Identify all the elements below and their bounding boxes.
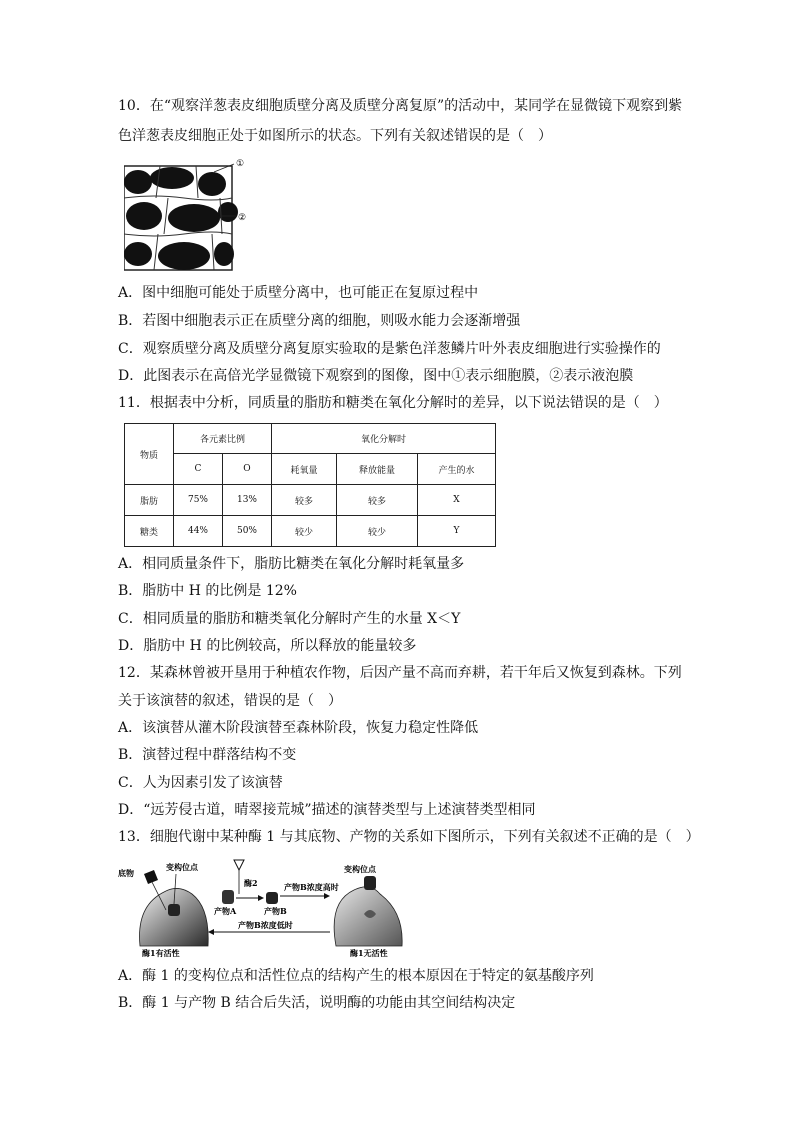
cell-name: 脂肪 xyxy=(125,485,174,516)
th-water: 产生的水 xyxy=(418,454,496,485)
q12-option-a: A．该演替从灌木阶段演替至森林阶段，恢复力稳定性降低 xyxy=(118,720,479,736)
q12-option-b: B．演替过程中群落结构不变 xyxy=(118,747,297,763)
label-enzyme2: 酶2 xyxy=(244,878,258,888)
q12-option-c: C．人为因素引发了该演替 xyxy=(118,775,283,791)
th-elements: 各元素比例 xyxy=(174,424,272,454)
table-row xyxy=(125,485,496,516)
cell-o: 50% xyxy=(223,516,272,547)
cell-water: Y xyxy=(418,516,496,547)
cell-label-1: ① xyxy=(236,159,245,169)
enzyme-feedback-diagram xyxy=(118,854,418,960)
product-b-shape xyxy=(266,892,278,904)
q10-option-c: C．观察质壁分离及质壁分离复原实验取的是紫色洋葱鳞片叶外表皮细胞进行实验操作的 xyxy=(118,341,661,357)
th-o: O xyxy=(223,454,272,485)
q12-stem-line1: 12．某森林曾被开垦用于种植农作物，后因产量不高而弃耕，若干年后又恢复到森林。下列 xyxy=(118,665,682,681)
cell-water: X xyxy=(418,485,496,516)
label-allosteric-left: 变构位点 xyxy=(166,862,198,872)
fat-sugar-table xyxy=(124,423,496,547)
q10-stem-line1: 10．在“观察洋葱表皮细胞质壁分离及质壁分离复原”的活动中，某同学在显微镜下观察到紫 xyxy=(118,98,683,114)
q10-option-d: D．此图表示在高倍光学显微镜下观察到的图像，图中①表示细胞膜，②表示液泡膜 xyxy=(118,368,634,384)
cell-name: 糖类 xyxy=(125,516,174,547)
th-oxidation: 氧化分解时 xyxy=(272,424,496,454)
enzyme2-icon xyxy=(234,860,244,870)
substrate-shape xyxy=(144,870,158,884)
cell-oxygen: 较多 xyxy=(272,485,337,516)
q11-option-d: D．脂肪中 H 的比例较高，所以释放的能量较多 xyxy=(118,638,417,654)
q13-stem: 13．细胞代谢中某种酶 1 与其底物、产物的关系如下图所示，下列有关叙述不正确的是（ ） xyxy=(118,829,700,845)
th-c: C xyxy=(174,454,223,485)
cell-energy: 较少 xyxy=(337,516,418,547)
label-allosteric-right: 变构位点 xyxy=(344,864,376,874)
label-substrate: 底物 xyxy=(118,868,134,878)
label-product-b: 产物B xyxy=(264,906,287,916)
q11-stem: 11．根据表中分析，同质量的脂肪和糖类在氧化分解时的差异，以下说法错误的是（ ） xyxy=(118,395,668,411)
onion-cell-micrograph xyxy=(124,158,254,272)
cell-c: 44% xyxy=(174,516,223,547)
q10-stem-line2: 色洋葱表皮细胞正处于如图所示的状态。下列有关叙述错误的是（ ） xyxy=(118,128,552,144)
label-low: 产物B浓度低时 xyxy=(238,920,293,930)
label-inactive: 酶1无活性 xyxy=(350,948,388,958)
table-row xyxy=(125,516,496,547)
allosteric-site-right xyxy=(364,876,376,890)
q11-option-c: C．相同质量的脂肪和糖类氧化分解时产生的水量 X＜Y xyxy=(118,611,461,627)
cell-c: 75% xyxy=(174,485,223,516)
q10-option-b: B．若图中细胞表示正在质壁分离的细胞，则吸水能力会逐渐增强 xyxy=(118,313,521,329)
cell-o: 13% xyxy=(223,485,272,516)
cell-label-2: ② xyxy=(238,213,247,223)
q13-option-a: A．酶 1 的变构位点和活性位点的结构产生的根本原因在于特定的氨基酸序列 xyxy=(118,968,594,984)
th-substance: 物质 xyxy=(125,424,174,485)
q13-option-b: B．酶 1 与产物 B 结合后失活，说明酶的功能由其空间结构决定 xyxy=(118,995,516,1011)
allosteric-site-left xyxy=(168,904,180,916)
q12-option-d: D．“远芳侵古道，晴翠接荒城”描述的演替类型与上述演替类型相同 xyxy=(118,802,536,818)
th-energy: 释放能量 xyxy=(337,454,418,485)
product-a-shape xyxy=(222,890,234,904)
q11-option-b: B．脂肪中 H 的比例是 12% xyxy=(118,583,297,599)
q12-stem-line2: 关于该演替的叙述，错误的是（ ） xyxy=(118,693,342,709)
label-product-a: 产物A xyxy=(214,906,237,916)
cell-energy: 较多 xyxy=(337,485,418,516)
label-high: 产物B浓度高时 xyxy=(284,882,339,892)
cell-oxygen: 较少 xyxy=(272,516,337,547)
q11-option-a: A．相同质量条件下，脂肪比糖类在氧化分解时耗氧量多 xyxy=(118,556,465,572)
q10-option-a: A．图中细胞可能处于质壁分离中，也可能正在复原过程中 xyxy=(118,285,479,301)
label-active: 酶1有活性 xyxy=(142,948,180,958)
th-oxygen: 耗氧量 xyxy=(272,454,337,485)
